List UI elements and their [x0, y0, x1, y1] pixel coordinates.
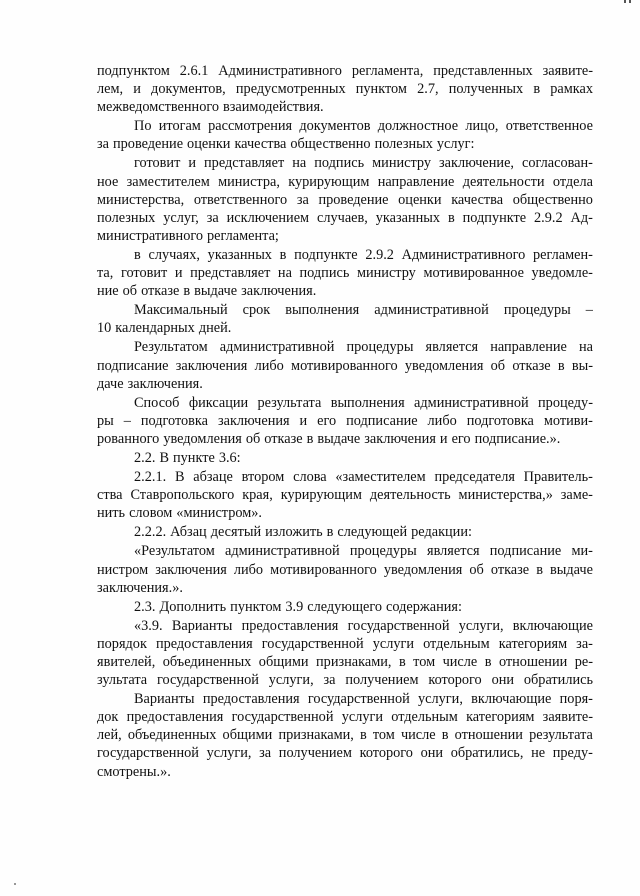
text-line: министративного регламента;: [97, 227, 279, 244]
paragraph: [97, 542, 593, 596]
text-line: 2.2.1. В абзаце втором слова «заместителем председателя Правитель-: [134, 469, 593, 486]
text-line: подписание заключения либо мотивированного уведомления об отказе в вы-: [97, 357, 593, 374]
text-line: ства Ставропольского края, курирующим деятельность министерства,» заме-: [97, 487, 593, 504]
paragraph: [97, 338, 593, 392]
text-line: министерства, ответственного за проведение оценки качества общественно: [97, 191, 593, 208]
text-line: явителей, объединенных общими признаками, в том числе в отношении ре-: [97, 654, 593, 670]
text-line: та, готовит и представляет на подпись министру мотивированное уведомле-: [97, 265, 593, 282]
text-line: государственной услуги, за получением которого они обратились, не преду-: [97, 745, 593, 762]
paragraph: [97, 117, 593, 153]
paragraph: [97, 617, 593, 689]
scan-speck: [14, 883, 16, 885]
text-line: нистром заключения либо мотивированного уведомления об отказе в выдаче: [97, 561, 593, 578]
paragraph: [97, 468, 593, 522]
text-line: даче заключения.: [97, 375, 203, 392]
text-line: готовит и представляет на подпись министру заключение, согласован-: [134, 155, 593, 172]
text-line: 2.2.2. Абзац десятый изложить в следующей редакции:: [134, 524, 472, 541]
text-line: Варианты предоставления государственной услуги, включающие поря-: [134, 691, 593, 708]
text-line: «3.9. Варианты предоставления государственной услуги, включающие: [134, 617, 593, 634]
text-line: Способ фиксации результата выполнения административной процеду-: [134, 394, 593, 411]
text-line: подпунктом 2.6.1 Административного регламента, представленных заявите-: [97, 63, 593, 79]
scan-corner-mark: [624, 0, 634, 4]
text-line: По итогам рассмотрения документов должностное лицо, ответственное: [134, 118, 593, 135]
text-line: лей, объединенных общими признаками, в том числе в отношении результата: [97, 727, 593, 744]
paragraph: [97, 246, 593, 300]
text-line: заключения.».: [97, 579, 183, 596]
paragraph: [97, 394, 593, 448]
text-line: за проведение оценки качества общественно полезных услуг:: [97, 136, 475, 153]
paragraph: [97, 690, 593, 780]
document-body: [97, 62, 593, 782]
text-line: лем, и документов, предусмотренных пунктом 2.7, полученных в рамках: [97, 81, 593, 98]
paragraph: [97, 449, 593, 467]
text-line: ние об отказе в выдаче заключения.: [97, 283, 317, 300]
text-line: док предоставления государственной услуги отдельным категориям заявите-: [97, 709, 593, 726]
text-line: зультата государственной услуги, за получением которого они обратились: [97, 672, 593, 689]
text-line: Результатом административной процедуры является направление на: [134, 339, 593, 356]
text-line: рованного уведомления об отказе в выдаче заключения и его подписание.».: [97, 430, 561, 447]
text-line: 2.3. Дополнить пунктом 3.9 следующего содержания:: [134, 598, 462, 615]
text-line: 10 календарных дней.: [97, 320, 232, 337]
text-line: полезных услуг, за исключением случаев, указанных в подпункте 2.9.2 Ад-: [97, 209, 593, 226]
paragraph: [97, 301, 593, 337]
text-line: ры – подготовка заключения и его подписание либо подготовка мотиви-: [97, 412, 593, 429]
text-line: смотрены.».: [97, 763, 171, 780]
text-line: ное заместителем министра, курирующим направление деятельности отдела: [97, 173, 593, 190]
text-line: межведомственного взаимодействия.: [97, 99, 324, 116]
text-line: нить словом «министром».: [97, 505, 263, 522]
paragraph: [97, 598, 593, 616]
text-line: Максимальный срок выполнения административной процедуры –: [134, 302, 593, 319]
paragraph: [97, 523, 593, 541]
text-line: 2.2. В пункте 3.6:: [134, 449, 241, 466]
paragraph: [97, 62, 593, 116]
text-line: порядок предоставления государственной услуги отдельным категориям за-: [97, 635, 593, 652]
text-line: «Результатом административной процедуры является подписание ми-: [134, 543, 593, 560]
paragraph: [97, 154, 593, 244]
text-line: в случаях, указанных в подпункте 2.9.2 Административного регламен-: [134, 246, 593, 263]
